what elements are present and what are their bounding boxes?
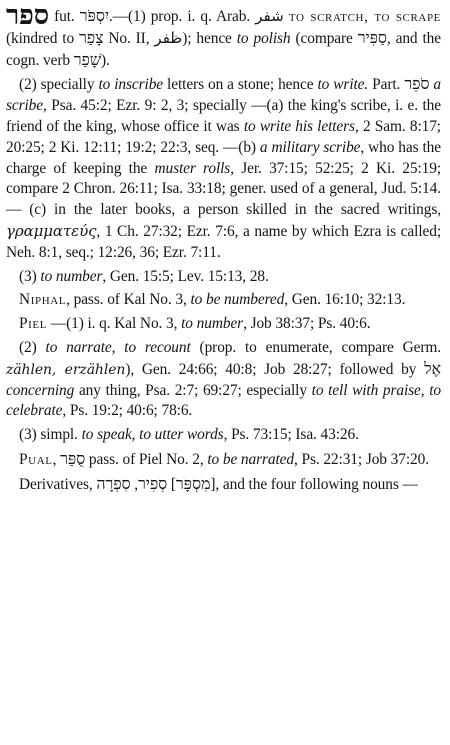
text-run: Piel — [19, 315, 48, 333]
text-run: to be narrated — [207, 450, 294, 468]
text-run: —(1) i. q. Kal No. 3, — [47, 315, 182, 333]
text-run: No. II, — [103, 29, 155, 47]
text-run: , Job 38:37; Ps. 40:6. — [243, 315, 371, 333]
text-run: Pual — [19, 450, 53, 468]
text-run: , who has the charge of keeping the — [6, 138, 441, 177]
hebrew-word: יִסְפֹּר — [79, 6, 109, 25]
text-run: Derivatives, — [19, 475, 97, 493]
hebrew-word: סֹפֵר — [404, 74, 430, 94]
greek-word: γραμματεύς — [6, 221, 97, 240]
text-run: to polish — [236, 29, 291, 47]
text-run: Part. — [368, 76, 405, 94]
text-run: to narrate, to recount — [45, 338, 191, 356]
text-run: (compare — [290, 29, 358, 47]
entry-paragraph — [6, 290, 441, 311]
text-run: to number — [40, 267, 103, 285]
text-run: , Ps. 19:2; 40:6; 78:6. — [62, 402, 193, 420]
hebrew-word: סְפִיר — [138, 473, 168, 493]
text-run: , Jer. 37:15; 52:25; 2 Ki. 25:19; compare 2 Chron. 26:11; Isa. 33:18; gener. used of a general, Jud. 5:14.— (c) in the later books, a person skilled in the sacred writings, — [6, 159, 441, 219]
text-run: (3) — [19, 267, 41, 285]
text-run: , — [52, 450, 61, 468]
text-run: a scribe — [6, 76, 441, 115]
text-run: , and the cogn. verb — [6, 29, 441, 69]
text-run: muster rolls — [154, 159, 231, 177]
entry-paragraph — [6, 267, 441, 288]
text-run: [ — [167, 475, 176, 493]
entry-paragraph — [6, 474, 441, 496]
hebrew-word: סַפִּיר — [357, 27, 387, 47]
text-run: , 2 Sam. 8:17; 20:25; 2 Ki. 12:11; 19:2; 22:3, seq. —(b) — [6, 117, 441, 156]
text-run: fut. — [49, 8, 80, 25]
hebrew-word: סִפְרָה — [96, 473, 131, 493]
entry-paragraph — [6, 74, 441, 263]
text-run: Niphal — [19, 291, 67, 309]
text-run: (prop. to enumerate, compare Germ. — [190, 338, 442, 356]
hebrew-word: צָפַר — [79, 27, 104, 47]
text-run: (2) specially — [19, 76, 99, 94]
hebrew-word: ספר — [6, 0, 50, 31]
text-run: , Ps. 22:31; Job 37:20. — [294, 450, 429, 468]
text-run: , pass. of Kal No. 3, — [66, 291, 191, 309]
text-run: to scratch, to scrape — [283, 8, 441, 25]
text-run: , 1 Ch. 27:32; Ezr. 7:6, a name by which Ezra is called; Neh. 8:1, seq.; 12:26, 36; Ezr. 7:11. — [6, 222, 441, 261]
text-run: letters on a stone; hence — [163, 76, 318, 94]
text-run: , — [130, 475, 138, 493]
text-run: to write his letters — [243, 117, 355, 135]
hebrew-word: סֻפַּר — [60, 448, 86, 468]
text-run: to speak, to utter words — [81, 426, 224, 444]
hebrew-word: מִסְפָּר — [175, 473, 211, 493]
text-run: (3) simpl. — [19, 426, 82, 444]
entry-paragraph — [6, 449, 441, 471]
text-run: , Gen. 15:5; Lev. 15:13, 28. — [102, 267, 269, 285]
entry-paragraph — [6, 425, 441, 446]
entry-paragraph — [6, 314, 441, 335]
text-run: ). — [101, 51, 110, 69]
text-run: zählen, erzählen — [6, 361, 126, 378]
text-run: pass. of Piel No. 2, — [85, 450, 208, 468]
text-run: concerning — [6, 381, 75, 399]
text-run: ), Gen. 24:66; 40:8; Job 28:27; followed by — [125, 360, 425, 378]
hebrew-word: אֶל — [424, 358, 441, 378]
arabic-word: ظفر — [154, 28, 183, 47]
entry-paragraph — [6, 338, 441, 422]
entry-paragraph — [6, 0, 441, 71]
text-run: , Ps. 73:15; Isa. 43:26. — [223, 426, 359, 444]
text-run: to number — [181, 315, 244, 333]
text-run: to be numbered — [190, 291, 285, 309]
text-run: ); hence — [182, 29, 237, 47]
arabic-word: شفر — [255, 7, 284, 25]
text-run: ], and the four following nouns — — [210, 475, 418, 493]
text-run: (2) — [19, 338, 46, 356]
text-run: , Gen. 16:10; 32:13. — [284, 291, 406, 309]
text-run: (kindred to — [6, 29, 80, 47]
text-run: any thing, Psa. 2:7; 69:27; especially — [74, 381, 312, 399]
text-run: to inscribe — [98, 76, 164, 94]
text-run: to tell with praise, to celebrate — [6, 381, 441, 420]
text-run: , Psa. 45:2; Ezr. 9: 2, 3; specially —(a) the king's scribe, i. e. the friend of the king, whose office it was — [6, 97, 441, 135]
text-run: .—(1) prop. i. q. Arab. — [108, 8, 256, 25]
text-run: to write. — [317, 76, 369, 94]
hebrew-word: שָׁפַר — [73, 49, 101, 69]
text-run: a military scribe — [259, 138, 361, 156]
